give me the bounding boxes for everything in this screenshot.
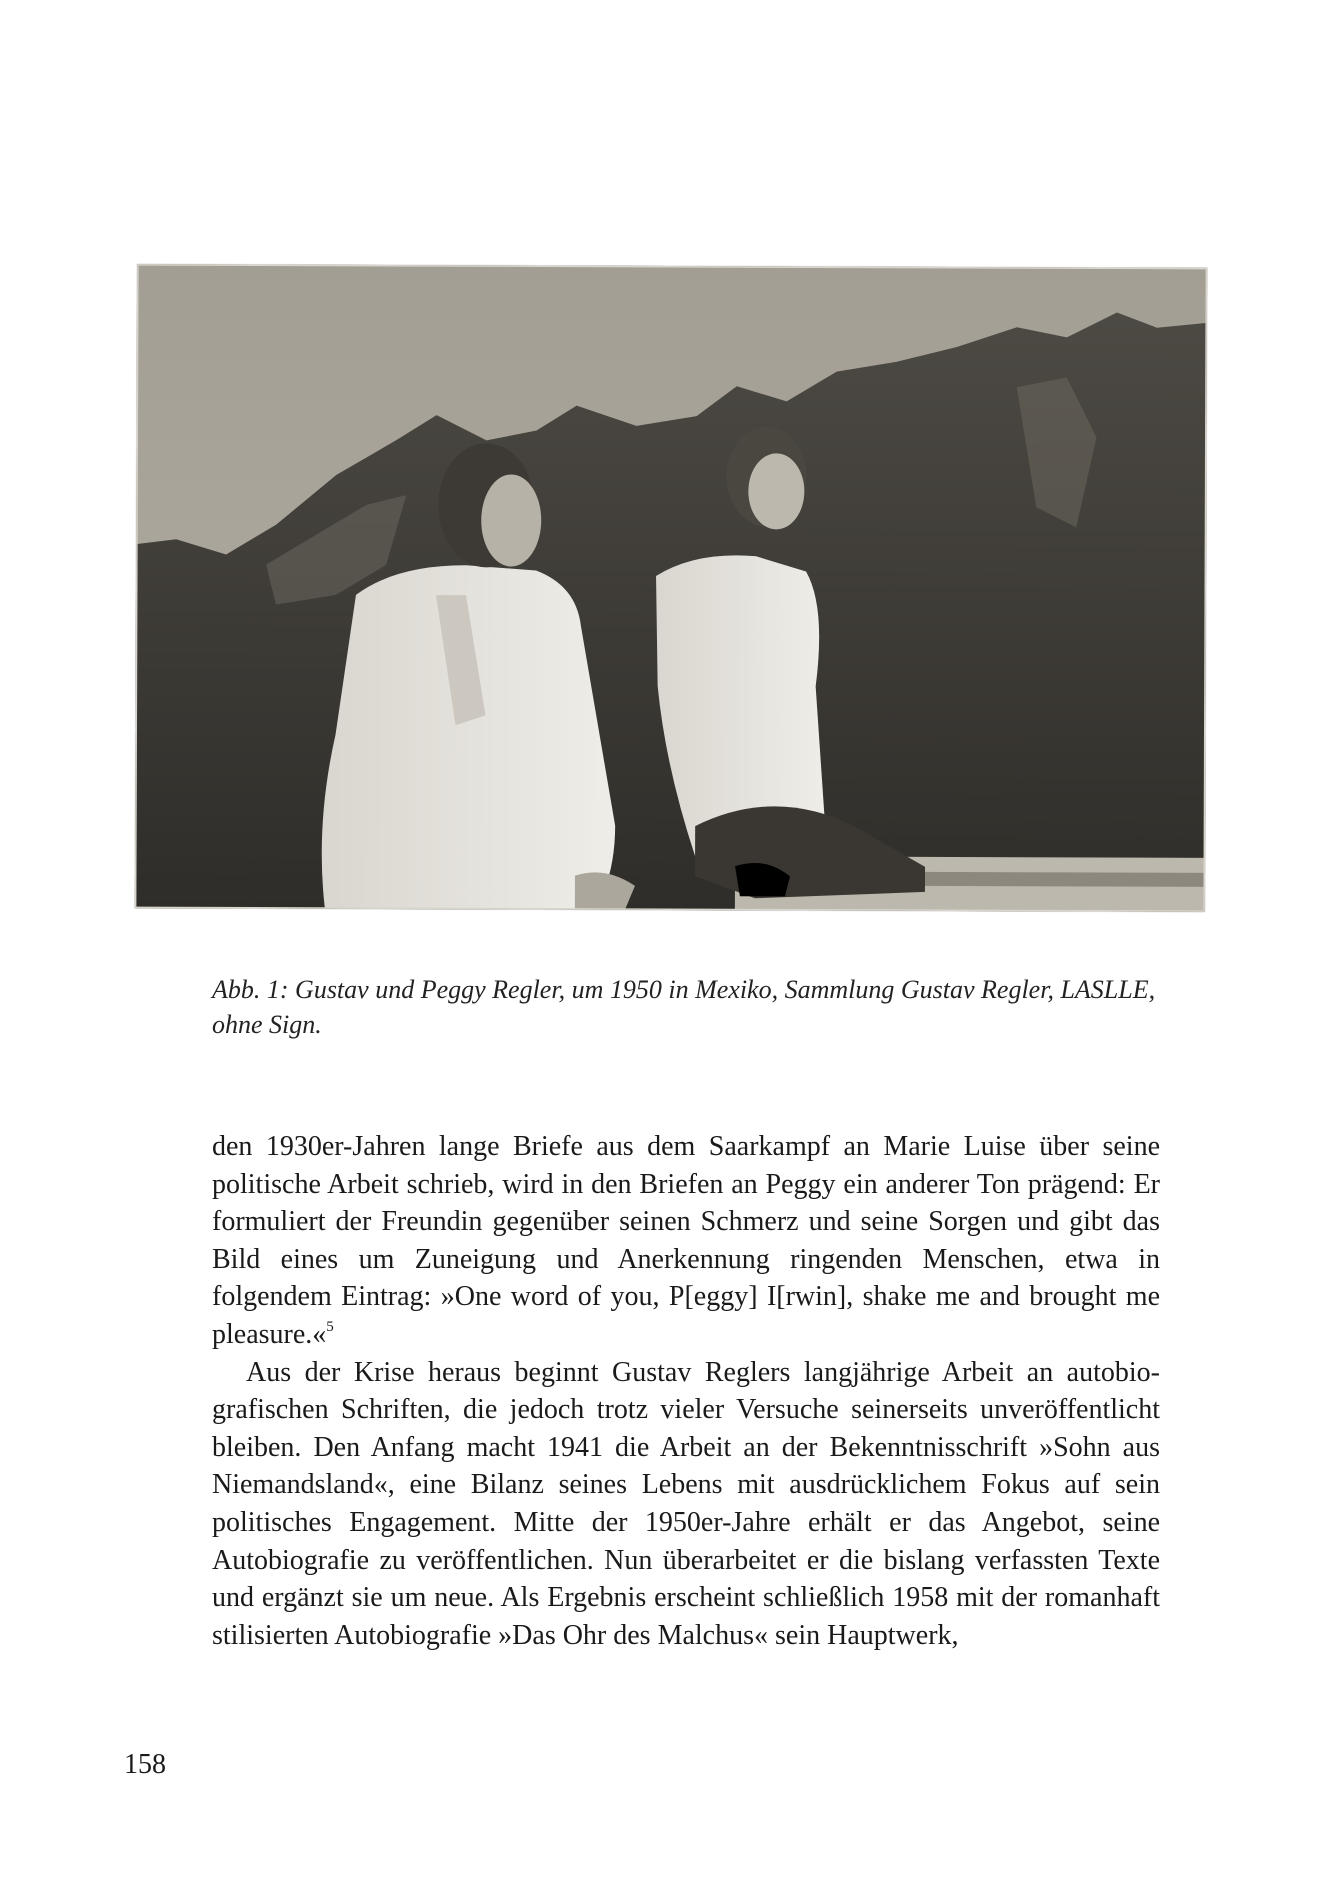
paragraph-2: Aus der Krise heraus beginnt Gustav Reglers langjährige Arbeit an autobiografischen Schriften, die jedoch trotz vieler Versuche seinerseits unveröffentlicht bleiben. Den Anfang macht 1941 die Arbeit an der Bekenntnisschrift »Sohn aus Niemandsland«, eine Bilanz seines Lebens mit ausdrücklichem Fokus auf sein politisches Engagement. Mitte der 1950er-Jahre erhält er das Angebot, seine Autobiografie zu veröffentlichen. Nun überarbeitet er die bislang verfassten Texte und ergänzt sie um neue. Als Ergebnis erscheint schließlich 1958 mit der romanhaft stilisierten Autobiografie »Das Ohr des Malchus« sein Hauptwerk, — [212, 1356, 1160, 1651]
man-face — [481, 474, 541, 566]
woman-face — [748, 453, 804, 529]
photo-illustration — [135, 264, 1207, 912]
paragraph-1 — [212, 1128, 1160, 1354]
body-text — [212, 1128, 1160, 1654]
footnote-marker[interactable]: 5 — [326, 1318, 334, 1335]
paragraph-1-text: den 1930er-Jahren lange Briefe aus dem Saarkampf an Marie Luise über seine politische Arbeit schrieb, wird in den Briefen an Peggy ein anderer Ton prägend: Er formuliert der Freundin gegenüber seinen Schmerz und seine Sorgen und gibt das Bild eines um Zuneigung und Anerkennung ringenden Menschen, etwa in folgendem Eintrag: »One word of you, P[eggy] I[rwin], shake me and brought me pleasure.« — [212, 1131, 1160, 1350]
photograph-gustav-peggy-regler — [135, 264, 1207, 912]
page-number: 158 — [124, 1749, 166, 1780]
figure-caption: Abb. 1: Gustav und Peggy Regler, um 1950 in Mexiko, Sammlung Gustav Regler, LASLLE, ohne Sign. — [212, 975, 1156, 1039]
